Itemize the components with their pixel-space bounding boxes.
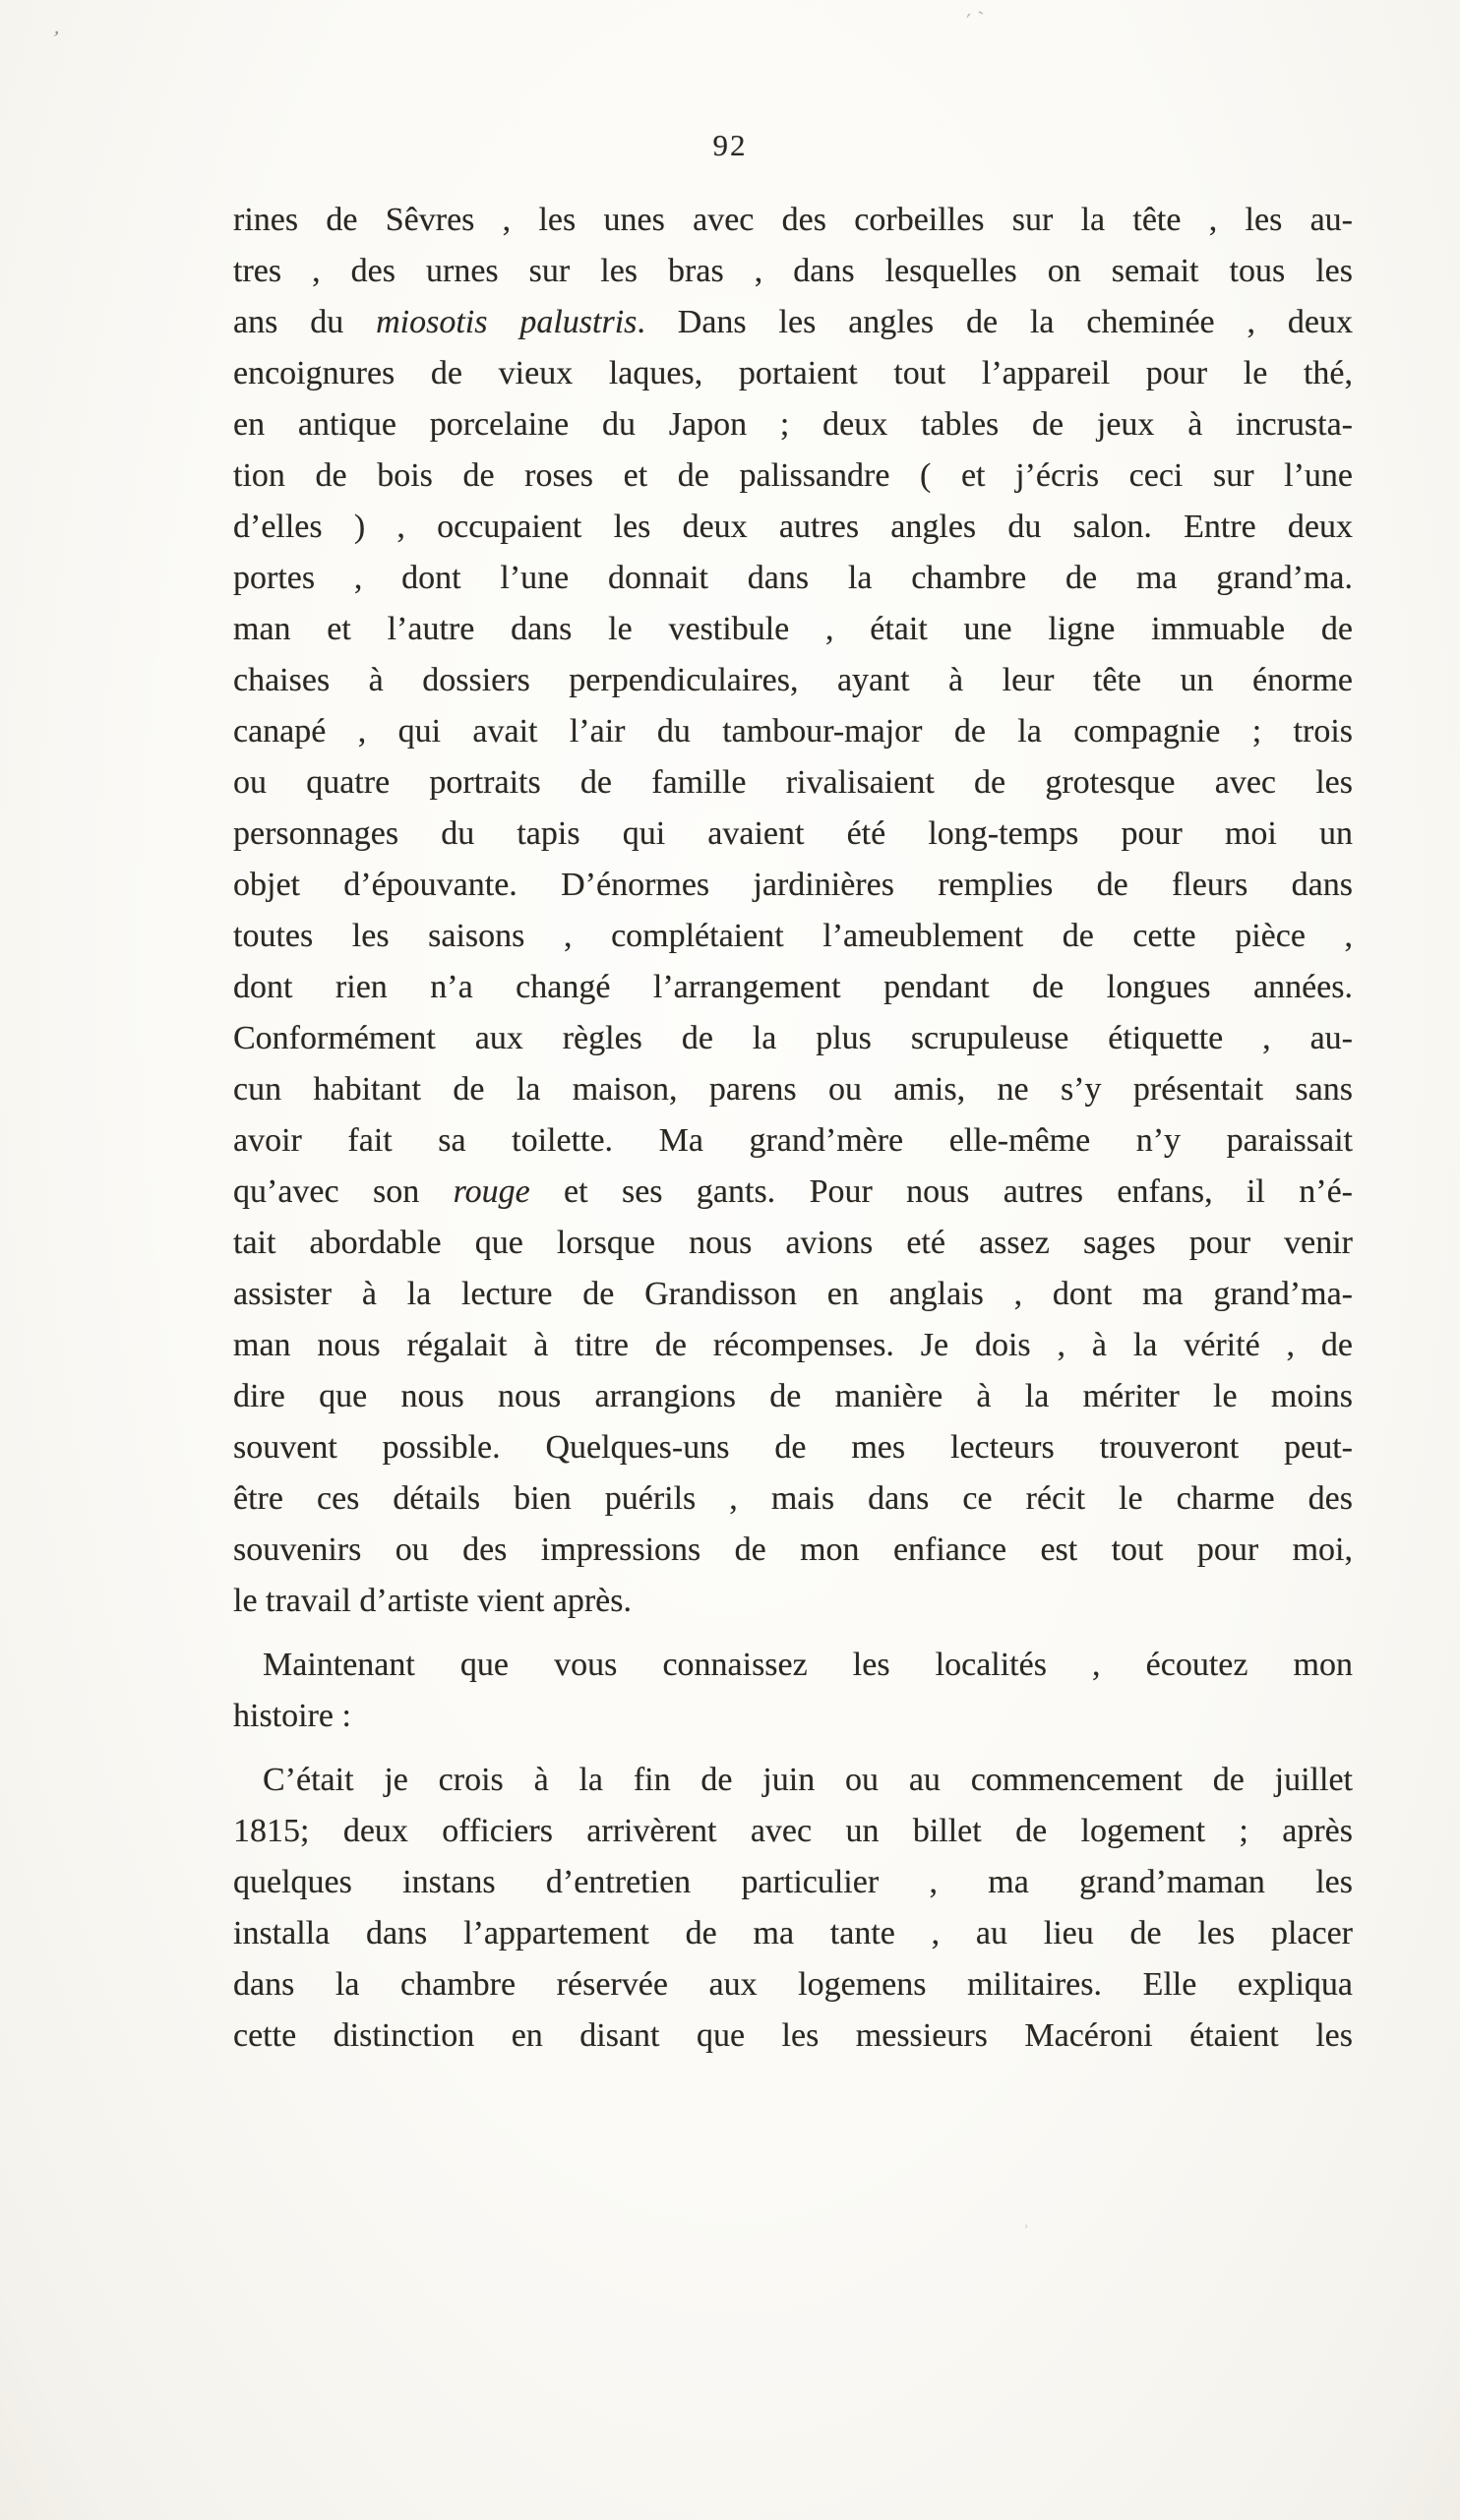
text-segment: en antique porcelaine du Japon ; deux tables de jeux à incrusta- xyxy=(233,406,1353,443)
paragraph xyxy=(233,1640,1353,1742)
text-segment: dans la chambre réservée aux logemens militaires. Elle expliqua xyxy=(233,1966,1353,2003)
text-line xyxy=(233,1525,1353,1576)
text-segment: quelques instans d’entretien particulier , ma grand’maman les xyxy=(233,1864,1353,1900)
text-segment: dont rien n’a changé l’arrangement pendant de longues années. xyxy=(233,969,1353,1005)
text-segment: personnages du tapis qui avaient été long-temps pour moi un xyxy=(233,815,1353,852)
text-segment: Maintenant que vous connaissez les localités , écoutez mon xyxy=(263,1647,1353,1683)
text-line xyxy=(233,1218,1353,1269)
text-line xyxy=(233,1269,1353,1320)
text-segment: tres , des urnes sur les bras , dans lesquelles on semait tous les xyxy=(233,253,1353,289)
text-segment: qu’avec son xyxy=(233,1173,454,1210)
text-segment: . Dans les angles de la cheminée , deux xyxy=(637,304,1353,340)
text-block xyxy=(233,195,1353,2062)
scan-mark: ˒ xyxy=(1023,2213,1029,2233)
text-segment: cette distinction en disant que les messieurs Macéroni étaient les xyxy=(233,2017,1353,2054)
text-segment: man nous régalait à titre de récompenses. Je dois , à la vérité , de xyxy=(233,1327,1353,1363)
text-segment: et ses gants. Pour nous autres enfans, il n’é- xyxy=(529,1173,1354,1210)
text-segment: encoignures de vieux laques, portaient tout l’appareil pour le thé, xyxy=(233,355,1353,391)
text-segment: le travail d’artiste vient après. xyxy=(233,1583,632,1619)
text-line xyxy=(233,399,1353,450)
paragraph xyxy=(233,1755,1353,2062)
text-line xyxy=(233,348,1353,399)
text-segment: être ces détails bien puérils , mais dans ce récit le charme des xyxy=(233,1480,1353,1517)
text-segment: installa dans l’appartement de ma tante , au lieu de les placer xyxy=(233,1915,1353,1951)
text-segment: objet d’épouvante. D’énormes jardinières remplies de fleurs dans xyxy=(233,867,1353,903)
text-line xyxy=(233,553,1353,604)
text-line xyxy=(233,1473,1353,1525)
text-line xyxy=(233,297,1353,348)
text-segment: ou quatre portraits de famille rivalisaient de grotesque avec les xyxy=(233,764,1353,801)
text-line xyxy=(233,962,1353,1013)
text-line xyxy=(233,1640,1353,1691)
text-segment: souvent possible. Quelques-uns de mes lecteurs trouveront peut- xyxy=(233,1429,1353,1466)
text-line xyxy=(233,809,1353,860)
text-line xyxy=(233,1755,1353,1806)
text-line xyxy=(233,1576,1353,1627)
text-line xyxy=(233,1959,1353,2010)
text-line xyxy=(233,2010,1353,2062)
text-line xyxy=(233,655,1353,706)
text-segment: cun habitant de la maison, parens ou amis, ne s’y présentait sans xyxy=(233,1071,1353,1108)
text-line xyxy=(233,1422,1353,1473)
text-segment: Conformément aux règles de la plus scrupuleuse étiquette , au- xyxy=(233,1020,1353,1056)
text-line xyxy=(233,450,1353,502)
text-line xyxy=(233,1691,1353,1742)
text-line xyxy=(233,1115,1353,1167)
paragraph xyxy=(233,195,1353,1627)
text-line xyxy=(233,757,1353,809)
text-segment: d’elles ) , occupaient les deux autres angles du salon. Entre deux xyxy=(233,509,1353,545)
page-number: 92 xyxy=(712,128,748,162)
text-segment: avoir fait sa toilette. Ma grand’mère elle-même n’y paraissait xyxy=(233,1122,1353,1159)
text-line xyxy=(233,502,1353,553)
text-line xyxy=(233,1857,1353,1908)
text-line xyxy=(233,195,1353,246)
scan-mark: ʼ xyxy=(47,25,63,51)
text-segment: assister à la lecture de Grandisson en anglais , dont ma grand’ma- xyxy=(233,1276,1353,1312)
text-segment: tait abordable que lorsque nous avions eté assez sages pour venir xyxy=(233,1225,1353,1261)
text-line xyxy=(233,1371,1353,1422)
text-line xyxy=(233,911,1353,962)
text-line xyxy=(233,706,1353,757)
text-line xyxy=(233,1320,1353,1371)
text-line xyxy=(233,860,1353,911)
text-line xyxy=(233,1013,1353,1064)
text-line xyxy=(233,604,1353,655)
text-line xyxy=(233,1064,1353,1115)
text-line xyxy=(233,1167,1353,1218)
text-segment: C’était je crois à la fin de juin ou au commencement de juillet xyxy=(263,1762,1353,1798)
text-segment: souvenirs ou des impressions de mon enfiance est tout pour moi, xyxy=(233,1531,1353,1568)
text-segment: toutes les saisons , complétaient l’ameublement de cette pièce , xyxy=(233,918,1353,954)
italic-text: rouge xyxy=(453,1173,530,1210)
italic-text: miosotis palustris xyxy=(376,304,638,340)
text-line xyxy=(233,246,1353,297)
text-line xyxy=(233,1806,1353,1857)
text-segment: ans du xyxy=(233,304,377,340)
text-segment: rines de Sêvres , les unes avec des corbeilles sur la tête , les au- xyxy=(233,202,1353,238)
text-segment: canapé , qui avait l’air du tambour-major de la compagnie ; trois xyxy=(233,713,1353,750)
text-segment: 1815; deux officiers arrivèrent avec un billet de logement ; après xyxy=(233,1813,1353,1849)
text-segment: histoire : xyxy=(233,1698,351,1734)
text-segment: man et l’autre dans le vestibule , était une ligne immuable de xyxy=(233,611,1353,647)
text-line xyxy=(233,1908,1353,1959)
text-segment: tion de bois de roses et de palissandre ( et j’écris ceci sur l’une xyxy=(233,457,1353,494)
scan-mark: ˊ ˋ xyxy=(963,6,989,34)
text-segment: dire que nous nous arrangions de manière à la mériter le moins xyxy=(233,1378,1353,1414)
text-segment: portes , dont l’une donnait dans la chambre de ma grand’ma. xyxy=(233,560,1353,596)
text-segment: chaises à dossiers perpendiculaires, ayant à leur tête un énorme xyxy=(233,662,1353,698)
